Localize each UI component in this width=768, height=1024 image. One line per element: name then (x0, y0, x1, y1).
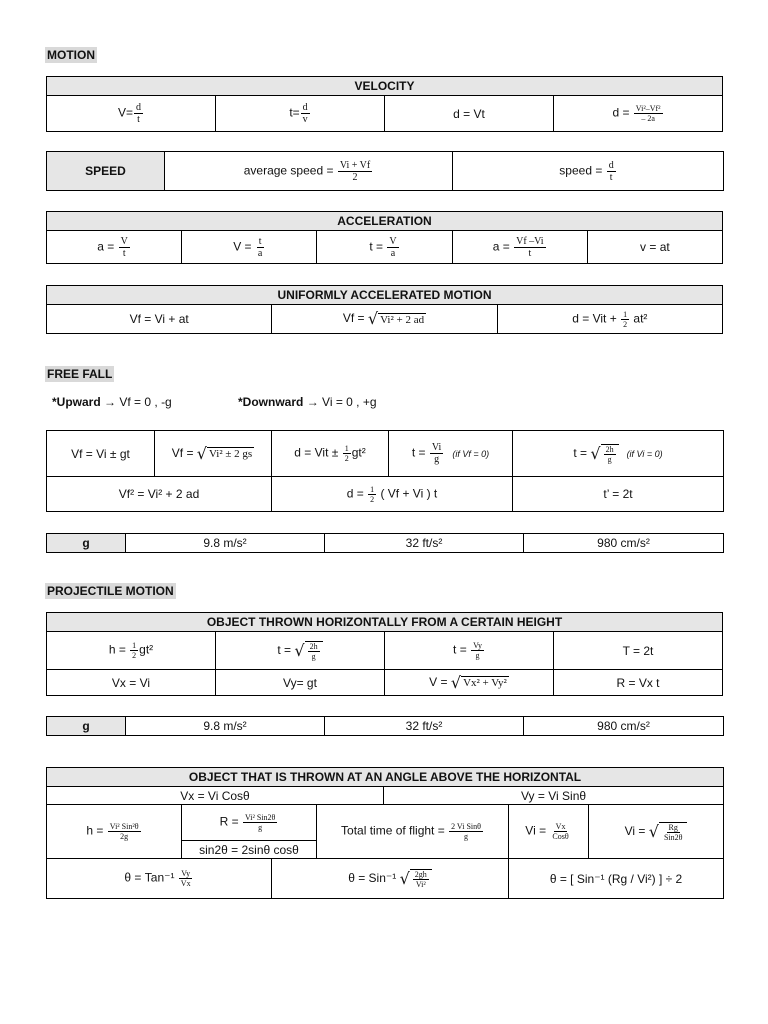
ff-formula-d: d = Vit ± $\frac{1}{2}$ gt² (272, 431, 389, 477)
velocity-table (46, 76, 723, 132)
acceleration-formula-4: a = $\frac{Vf -Vi}{t}$ (452, 231, 587, 264)
hz-formula-total-time: T = 2t (554, 632, 723, 670)
hz-formula-h: h = $\frac{1}{2}$ gt² (47, 632, 216, 670)
hz-formula-vx: Vx = Vi (47, 670, 216, 696)
ff-formula-t-prime: t’ = 2t (513, 477, 724, 512)
free-fall-table (46, 430, 724, 512)
velocity-formula-3: d = Vt (385, 96, 554, 132)
downward-note: *Downward → Vi = 0 , +g (238, 395, 377, 409)
angle-vx: Vx = Vi Cosθ (47, 787, 384, 805)
velocity-title: VELOCITY (47, 77, 723, 96)
angle-formula-range: R = $\frac{\text{Vi² Sin2θ}}{g}$ (182, 805, 317, 841)
g-value-ft: 32 ft/s² (325, 717, 524, 736)
acceleration-formula-5: v = at (587, 231, 722, 264)
speed-label: SPEED (47, 152, 165, 191)
ff-formula-t-h: t = √ $\frac{2h}{g}$ (if Vi = 0) (513, 431, 724, 477)
ff-formula-t-vi: t = $\frac{Vi}{g}$ (if Vf = 0) (389, 431, 513, 477)
free-fall-heading: FREE FALL (47, 367, 113, 381)
uam-formula-2: Vf = √ Vi² + 2 ad (272, 305, 497, 334)
speed-table (46, 151, 724, 191)
acceleration-formula-2: V = $\frac{t}{a}$ (182, 231, 317, 264)
angle-formula-total-time: Total time of flight = $\frac{\text{2 Vi Sinθ}}{g}$ (317, 805, 509, 859)
hz-formula-t-sqrt: t = √ $\frac{2h}{g}$ (216, 632, 385, 670)
g-table-1 (46, 533, 724, 553)
speed-formula: speed = $\frac{d}{t}$ (453, 152, 724, 191)
g-value-cm: 980 cm/s² (524, 717, 724, 736)
angle-formula-theta-range: θ = [ Sin⁻¹ (Rg / Vi²) ] ÷ 2 (509, 859, 724, 899)
velocity-formula-4: d = $\frac{\text{Vi²–Vf²}}{- 2a}$ (554, 96, 723, 132)
hz-formula-t-vy: t = $\frac{Vy}{g}$ (385, 632, 554, 670)
g-value-si: 9.8 m/s² (126, 717, 325, 736)
average-speed-formula: average speed = $\frac{Vi + Vf}{2}$ (165, 152, 453, 191)
motion-heading: MOTION (47, 48, 95, 62)
g-value-si: 9.8 m/s² (126, 534, 325, 553)
g-table-2 (46, 716, 724, 736)
g-label: g (47, 717, 126, 736)
acceleration-table (46, 211, 723, 264)
horizontal-throw-title: OBJECT THROWN HORIZONTALLY FROM A CERTAIN HEIGHT (47, 613, 723, 632)
angle-vy: Vy = Vi Sinθ (384, 787, 724, 805)
uam-formula-1: Vf = Vi + at (47, 305, 272, 334)
hz-formula-v: V = √ Vx² + Vy² (385, 670, 554, 696)
uam-title: UNIFORMLY ACCELERATED MOTION (47, 286, 723, 305)
angle-formula-vi-cos: Vi = $\frac{Vx}{\text{Cosθ}}$ (509, 805, 589, 859)
ff-formula-vf: Vf = Vi ± gt (47, 431, 155, 477)
angle-formula-theta-tan: θ = Tan⁻¹ $\frac{Vy}{Vx}$ (47, 859, 272, 899)
upward-note: *Upward → Vf = 0 , -g (52, 395, 172, 409)
velocity-formula-2: t= $\frac{d}{v}$ (216, 96, 385, 132)
angle-sin-identity: sin2θ = 2sinθ cosθ (182, 841, 317, 859)
ff-formula-vf-sqrt: Vf = √ Vi² ± 2 gs (155, 431, 272, 477)
projectile-heading: PROJECTILE MOTION (47, 584, 174, 598)
acceleration-formula-3: t = $\frac{V}{a}$ (317, 231, 452, 264)
hz-formula-vy: Vy= gt (216, 670, 385, 696)
angle-formula-vi-sqrt: Vi = √ $\frac{Rg}{\text{Sin2θ}}$ (589, 805, 724, 859)
angle-throw-title: OBJECT THAT IS THROWN AT AN ANGLE ABOVE THE HORIZONTAL (47, 768, 724, 787)
horizontal-throw-table (46, 612, 723, 696)
angle-formula-h: h = $\frac{\text{Vi² Sin²θ}}{2g}$ (47, 805, 182, 859)
g-label: g (47, 534, 126, 553)
acceleration-formula-1: a = $\frac{V}{t}$ (47, 231, 182, 264)
uam-formula-3: d = Vit + $\frac{1}{2}$ at² (497, 305, 722, 334)
hz-formula-range: R = Vx t (554, 670, 723, 696)
angle-formula-theta-sin: θ = Sin⁻¹ √ $\frac{2gh}{\text{Vi²}}$ (272, 859, 509, 899)
angle-throw-table (46, 767, 724, 899)
ff-formula-d-avg: d = $\frac{1}{2}$ ( Vf + Vi ) t (272, 477, 513, 512)
g-value-ft: 32 ft/s² (325, 534, 524, 553)
acceleration-title: ACCELERATION (47, 212, 723, 231)
ff-formula-vf-squared: Vf² = Vi² + 2 ad (47, 477, 272, 512)
uam-table (46, 285, 723, 334)
g-value-cm: 980 cm/s² (524, 534, 724, 553)
velocity-formula-1: V= $\frac{d}{t}$ (47, 96, 216, 132)
